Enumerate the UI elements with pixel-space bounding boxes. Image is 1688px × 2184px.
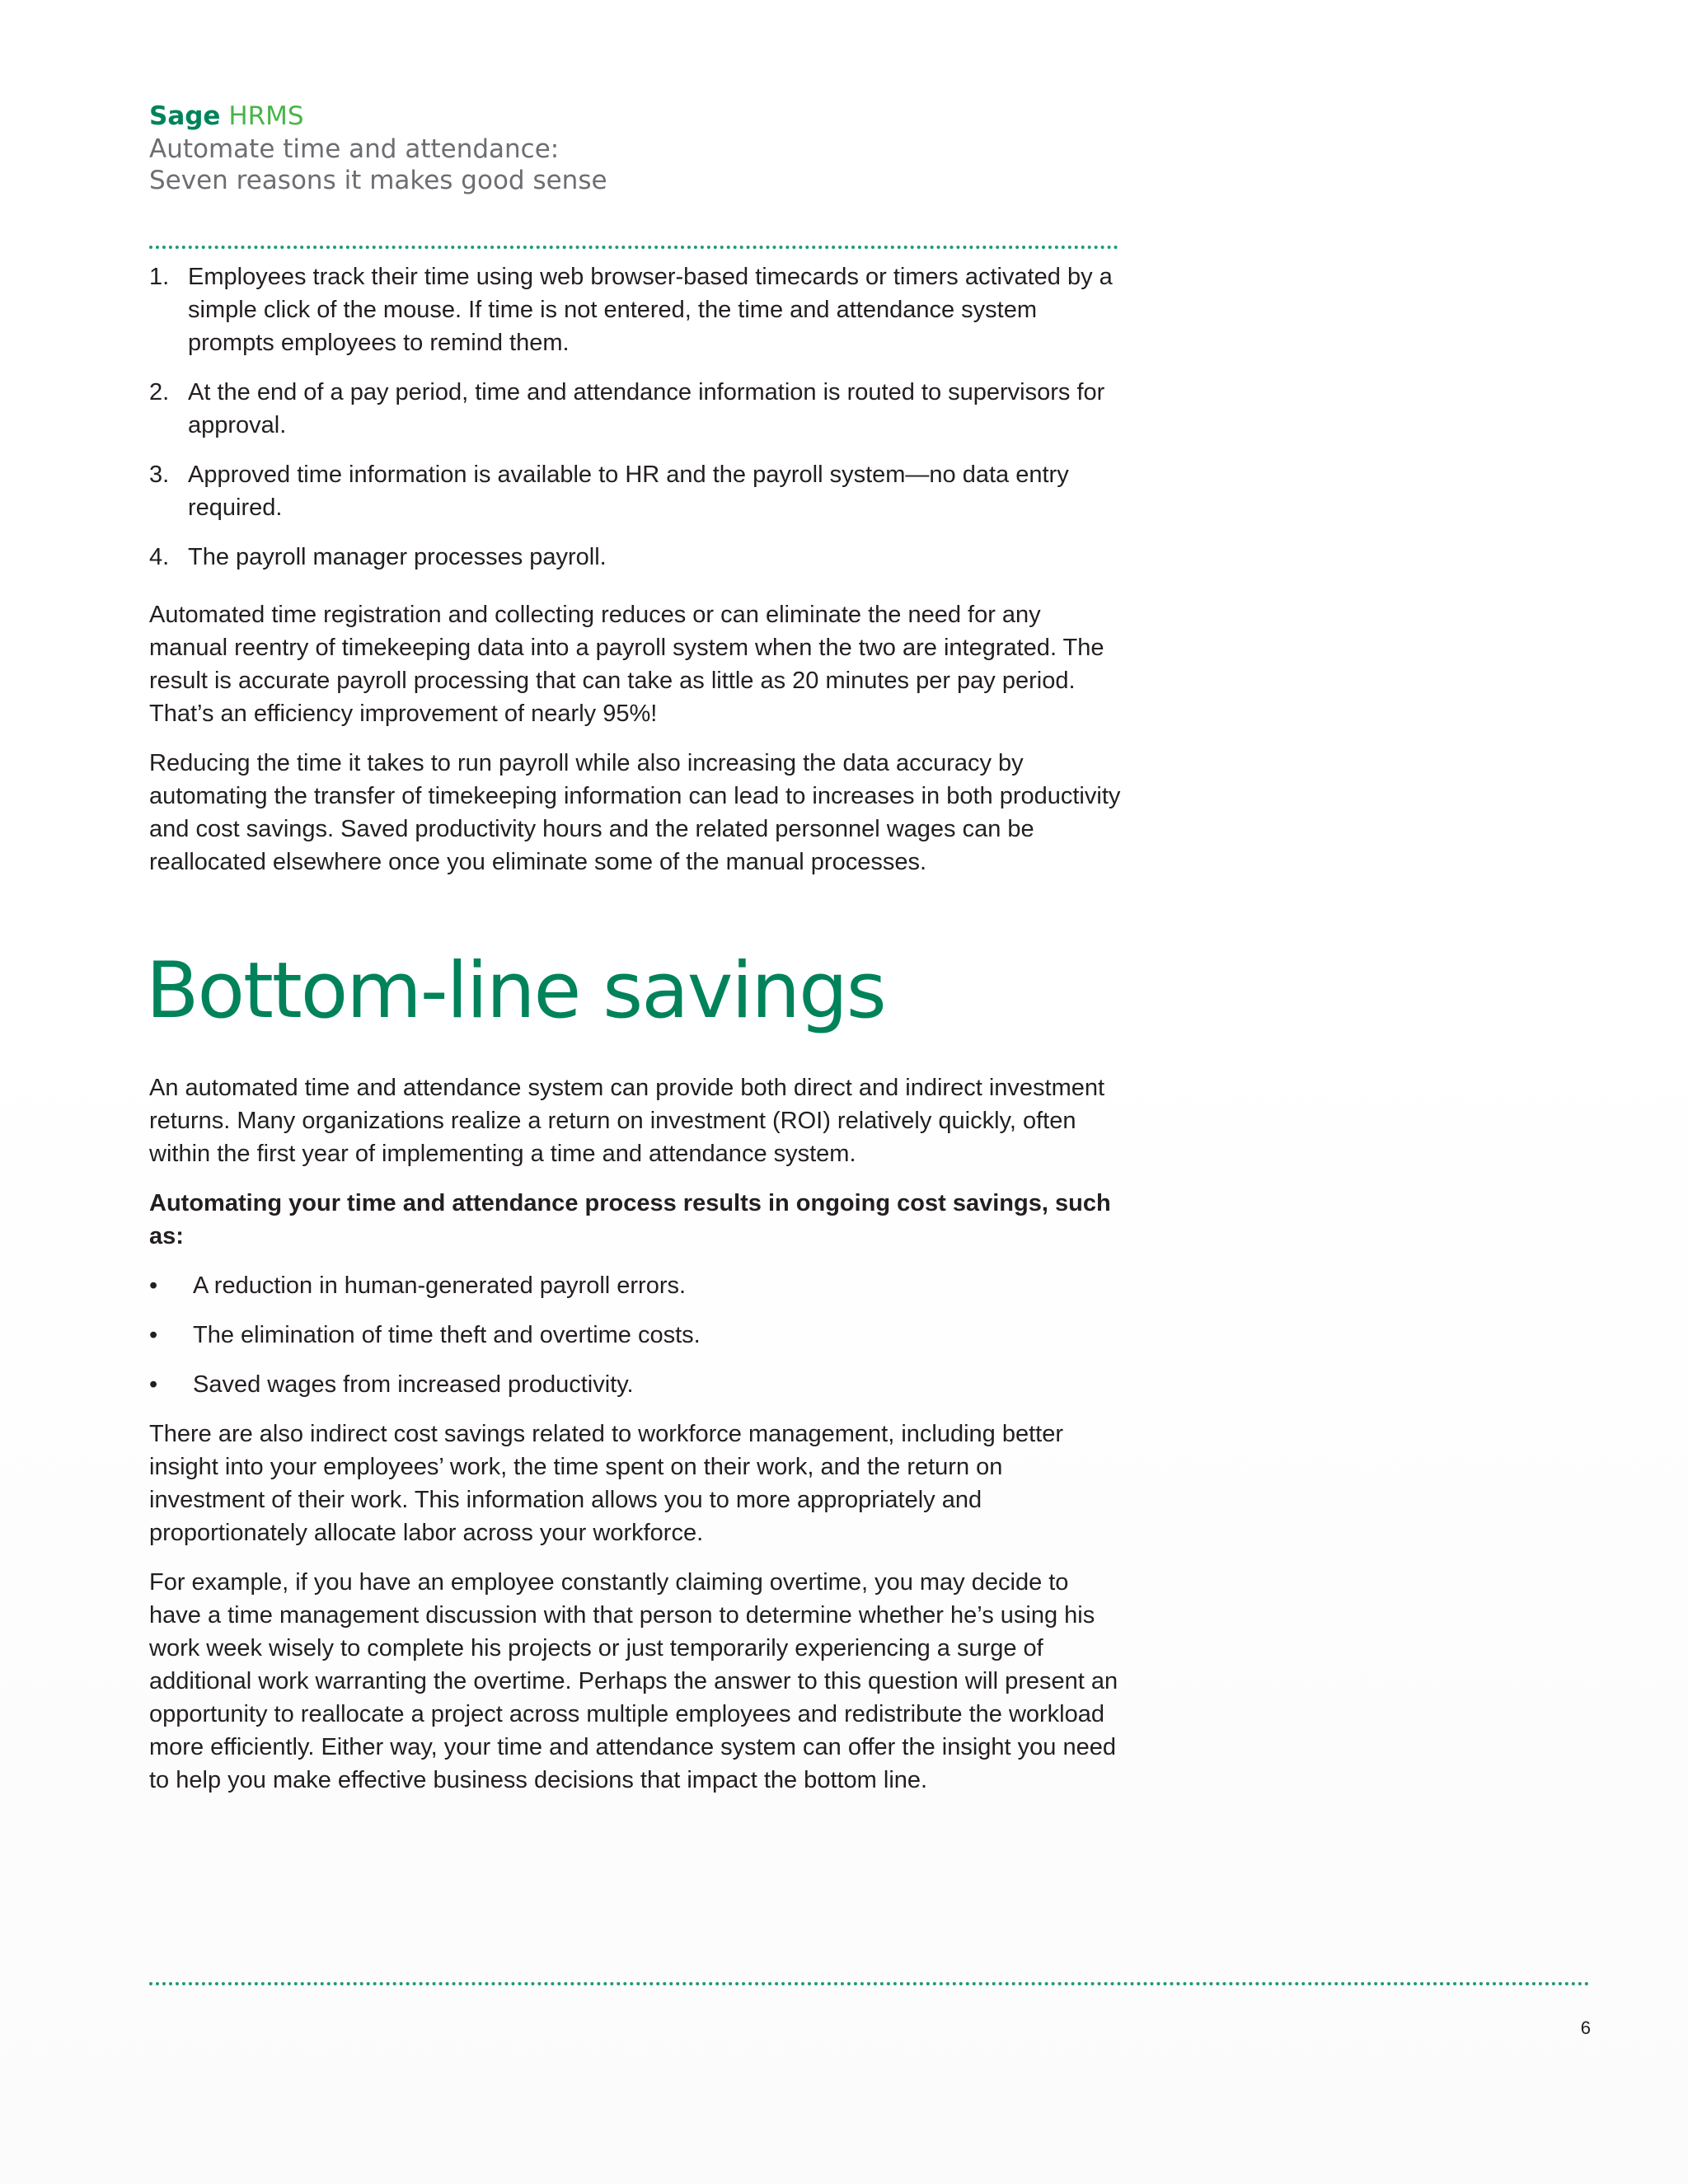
bullet-icon: • (149, 1272, 158, 1299)
body-paragraph: For example, if you have an employee constantly claiming overtime, you may decide to have a time management discussion with that person to determine whether he’s using his work week wisely to complete his projects or just temporarily experiencing a surge of additional work warranting the overtime. Perhaps the answer to this question will present an opportunity to reallocate a project across multiple employees and redistribute the workload more efficiently. Either way, your time and attendance system can offer the insight you need to help you make effective business decisions that impact the bottom line. (149, 1569, 1118, 1793)
body-paragraph: Automated time registration and collecting reduces or can eliminate the need for any manual reentry of timekeeping data into a payroll system when the two are integrated. The result is accurate payroll processing that can take as little as 20 minutes per pay period. That’s an efficiency improvement of nearly 95%! (149, 602, 1104, 727)
brand-product: HRMS (228, 101, 304, 131)
process-steps-list (149, 260, 1122, 574)
body-paragraph: Reducing the time it takes to run payroll while also increasing the data accuracy by automating the transfer of timekeeping information can lead to increases in both productivity and cost savings. Saved productivity hours and the related personnel wages can be reallocated elsewhere once you eliminate some of the manual processes. (149, 750, 1121, 875)
bullet-text: The elimination of time theft and overtime costs. (193, 1322, 701, 1348)
section-intro-paragraph: An automated time and attendance system can provide both direct and indirect investment returns. Many organizations realize a return on investment (ROI) relatively quickly, often within the first year of implementing a time and attendance system. (149, 1075, 1105, 1167)
process-step (149, 541, 1122, 574)
step-text: Approved time information is available to HR and the payroll system—no data entry required. (188, 462, 1069, 521)
body-paragraph: There are also indirect cost savings related to workforce management, including better insight into your employees’ work, the time spent on their work, and the return on investment of their work. This information allows you to more appropriately and proportionately allocate labor across your workforce. (149, 1421, 1064, 1546)
bold-lead-paragraph: Automating your time and attendance process results in ongoing cost savings, such as: (149, 1190, 1111, 1249)
document-header (149, 99, 1138, 196)
page-number: 6 (1580, 2018, 1591, 2038)
section-heading: Bottom-line savings (146, 946, 885, 1036)
brand-name: Sage (149, 101, 221, 131)
bullet-item (149, 1368, 1122, 1401)
step-text: The payroll manager processes payroll. (188, 544, 607, 570)
document-title-line-2: Seven reasons it makes good sense (149, 166, 607, 195)
bullet-icon: • (149, 1322, 158, 1348)
bullet-text: A reduction in human-generated payroll errors. (193, 1272, 687, 1299)
bullet-item (149, 1319, 1122, 1352)
header-divider (149, 246, 1118, 249)
bullet-text: Saved wages from increased productivity. (193, 1371, 634, 1398)
bullet-icon: • (149, 1371, 158, 1398)
brand-logo (149, 99, 1138, 134)
step-text: At the end of a pay period, time and attendance information is routed to supervisors for approval. (188, 379, 1105, 438)
step-number: 3. (149, 462, 170, 488)
process-step (149, 376, 1122, 442)
step-number: 4. (149, 544, 170, 570)
step-text: Employees track their time using web browser-based timecards or timers activated by a simple click of the mouse. If time is not entered, the time and attendance system prompts employees to remind them. (188, 264, 1113, 356)
process-step (149, 458, 1122, 524)
savings-bullet-list (149, 1269, 1122, 1401)
document-title-line-1: Automate time and attendance: (149, 134, 560, 164)
process-step (149, 260, 1122, 359)
main-content (146, 260, 1122, 1813)
bullet-item (149, 1269, 1122, 1302)
step-number: 1. (149, 264, 170, 290)
footer-divider (149, 1982, 1590, 1985)
step-number: 2. (149, 379, 170, 405)
